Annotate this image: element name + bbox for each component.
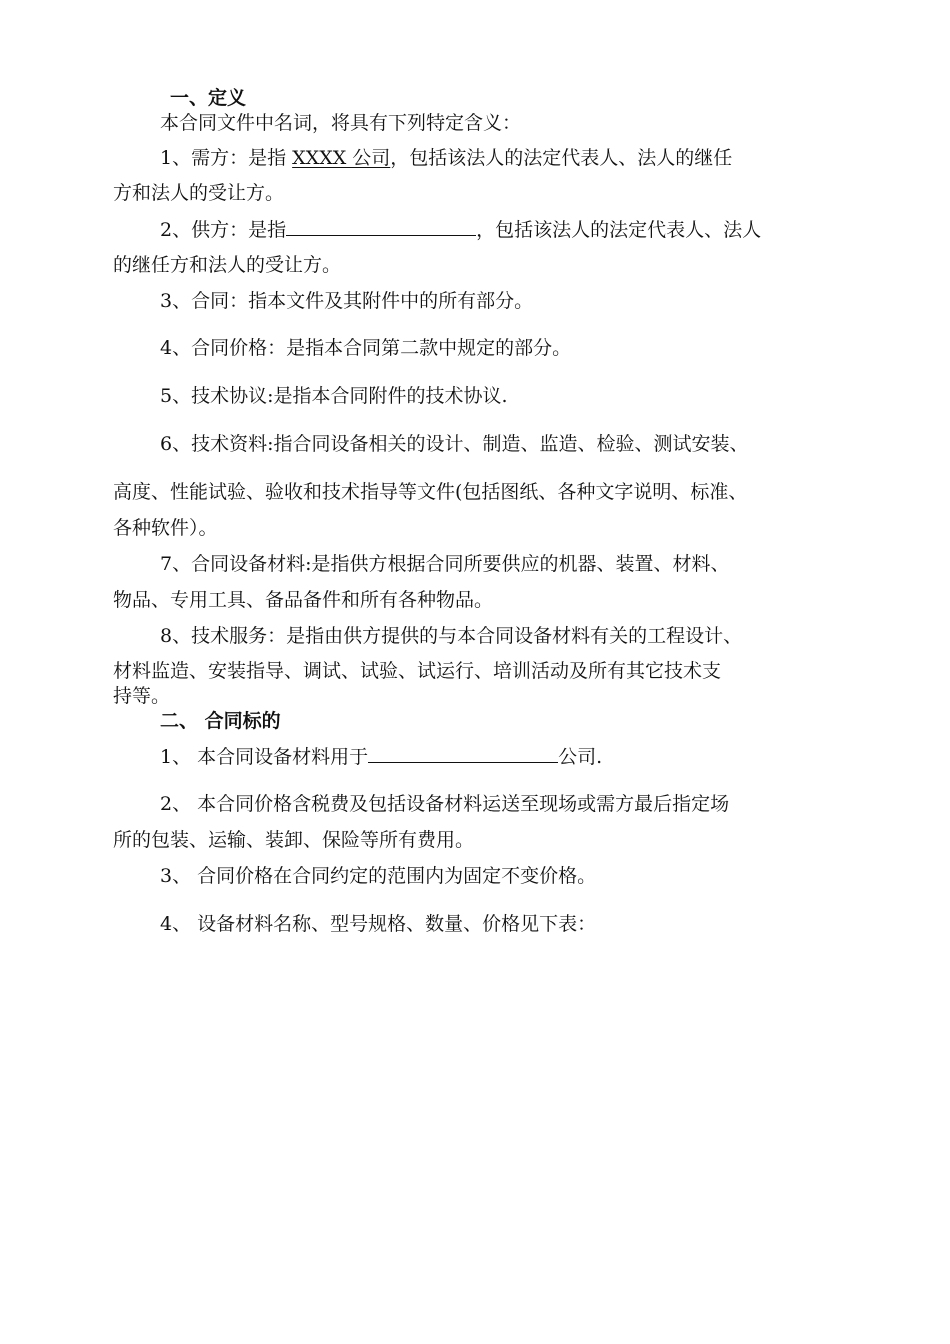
supplier-name-blank[interactable]: [286, 217, 476, 236]
item-8-line-3: 持等。: [113, 685, 171, 707]
item-8-line-1: 8、技术服务：是指由供方提供的与本合同设备材料有关的工程设计、: [160, 625, 743, 647]
section-2-item-1-suffix: 公司.: [558, 746, 603, 768]
item-1-line-1: [160, 146, 732, 170]
item-2-line-2: 的继任方和法人的受让方。: [113, 254, 342, 276]
item-6-line-3: 各种软件）。: [113, 517, 218, 539]
item-8-line-2: 材料监造、安装指导、调试、试验、试运行、培训活动及所有其它技术支: [113, 660, 722, 682]
item-3: 3、合同：指本文件及其附件中的所有部分。: [160, 290, 534, 312]
item-6-line-2: 高度、性能试验、验收和技术指导等文件(包括图纸、各种文字说明、标准、: [113, 481, 748, 503]
section-1-intro: 本合同文件中名词，将具有下列特定含义：: [160, 112, 522, 134]
section-1-heading: 一、定义: [170, 87, 247, 109]
item-6-line-1: 6、技术资料:指合同设备相关的设计、制造、监造、检验、测试安装、: [160, 433, 749, 455]
item-1-rest: ，包括该法人的法定代表人、法人的继任: [390, 147, 733, 169]
item-7-line-2: 物品、专用工具、备品备件和所有各种物品。: [113, 589, 494, 611]
item-2-line-1: [160, 217, 761, 242]
section-2-item-4: 4、 设备材料名称、型号规格、数量、价格见下表：: [160, 913, 597, 935]
item-2-rest: ，包括该法人的法定代表人、法人: [476, 219, 762, 241]
section-2-item-2-line-1: 2、 本合同价格含税费及包括设备材料运送至现场或需方最后指定场: [160, 793, 730, 815]
buyer-company-name: XXXX 公司: [292, 147, 391, 169]
section-2-item-1: [160, 744, 602, 769]
company-name-blank[interactable]: [368, 744, 558, 763]
section-2-item-2-line-2: 所的包装、运输、装卸、保险等所有费用。: [113, 829, 475, 851]
item-7-line-1: 7、合同设备材料:是指供方根据合同所要供应的机器、装置、材料、: [160, 553, 730, 575]
item-1-prefix: 1、需方：是指: [160, 147, 293, 169]
item-2-prefix: 2、供方：是指: [160, 219, 287, 241]
section-2-item-1-prefix: 1、 本合同设备材料用于: [160, 746, 369, 768]
item-5: 5、技术协议:是指本合同附件的技术协议.: [160, 385, 508, 407]
section-2-item-3: 3、 合同价格在合同约定的范围内为固定不变价格。: [160, 865, 597, 887]
section-2-heading: 二、 合同标的: [160, 710, 281, 732]
item-4: 4、合同价格：是指本合同第二款中规定的部分。: [160, 337, 572, 359]
item-1-line-2: 方和法人的受让方。: [113, 182, 285, 204]
